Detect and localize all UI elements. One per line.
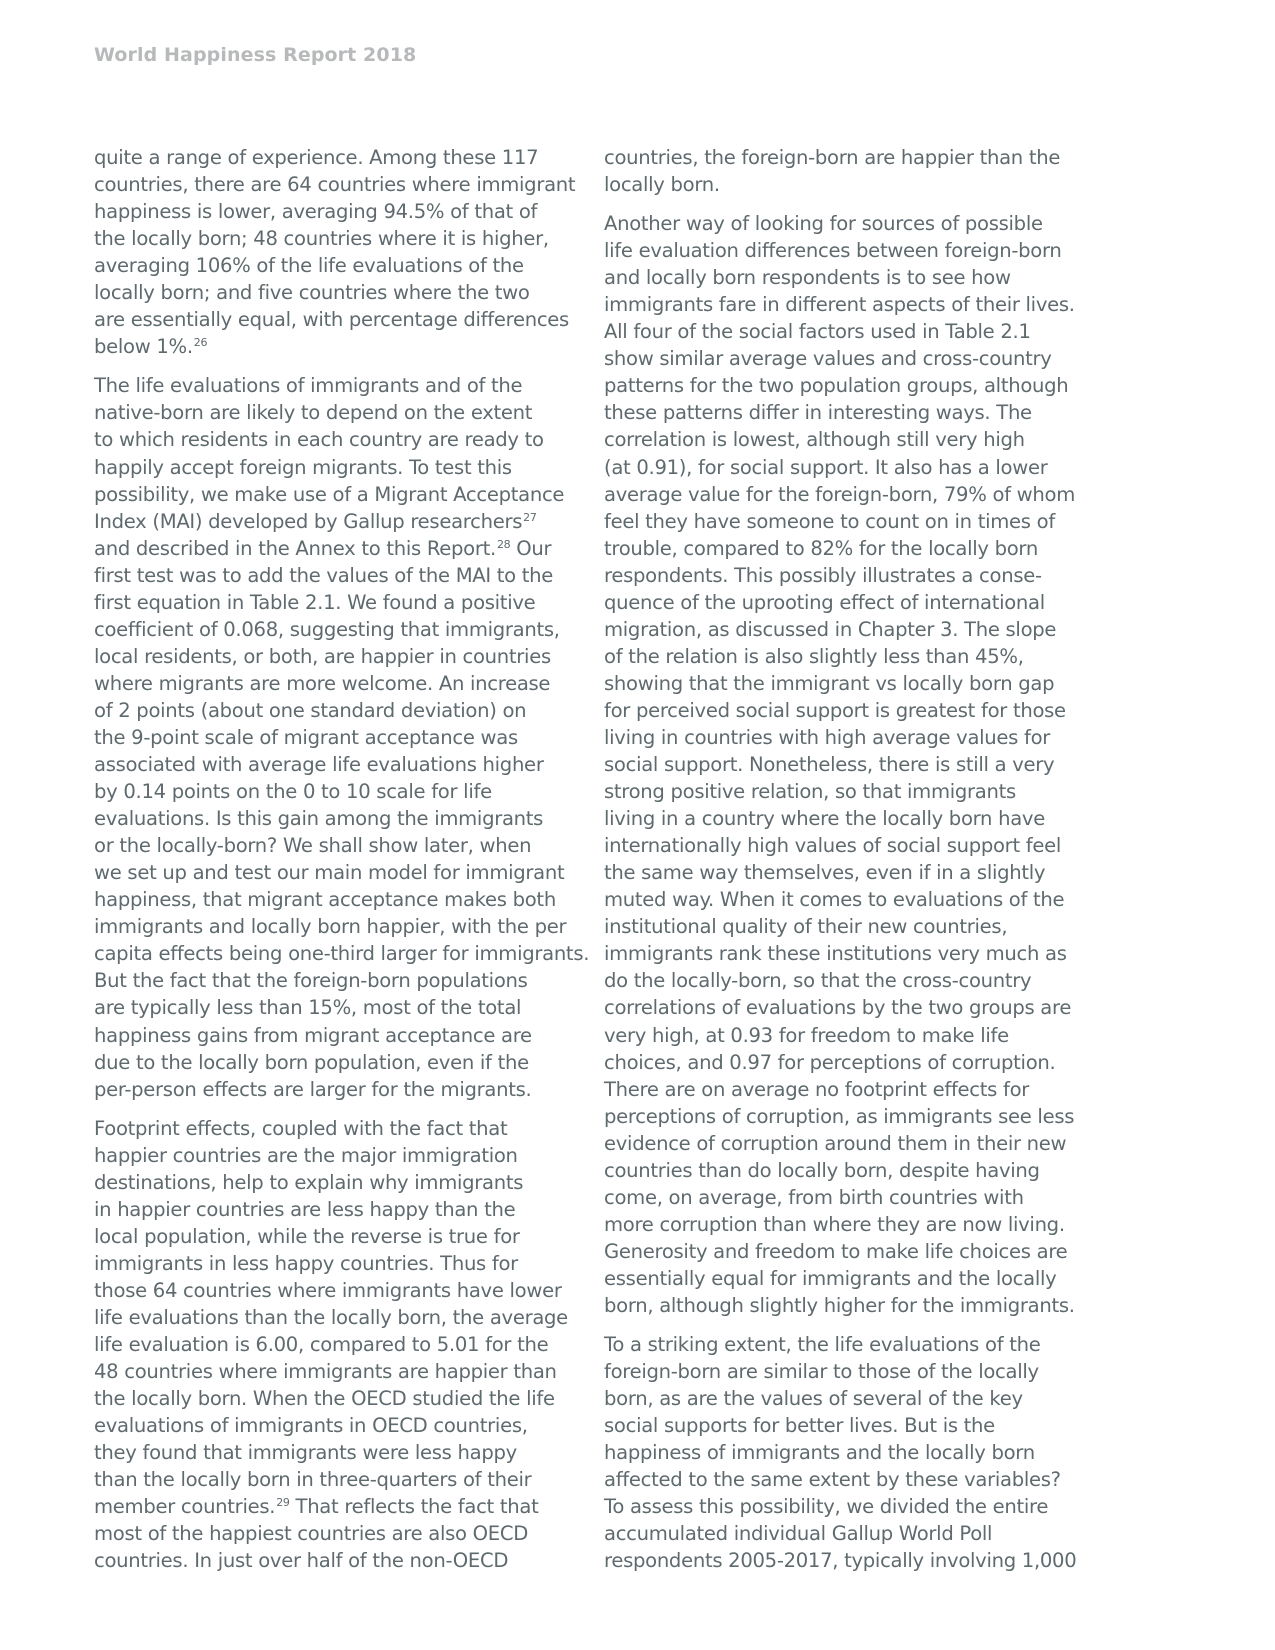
text-line: life evaluations than the locally born, the average — [94, 1305, 568, 1329]
text-line: more corruption than where they are now living. — [604, 1212, 1065, 1236]
footnote-ref-29[interactable]: 29 — [276, 1496, 290, 1510]
text-line: of the relation is also slightly less than 45%, — [604, 644, 1024, 668]
text-line: the locally born. When the OECD studied the life — [94, 1387, 555, 1411]
text-line: by 0.14 points on the 0 to 10 scale for life — [94, 780, 492, 804]
paragraph-migrant-acceptance — [94, 372, 590, 1102]
text-line: choices, and 0.97 for perceptions of corruption. — [604, 1050, 1056, 1074]
text-line: or the locally-born? We shall show later, when — [94, 834, 532, 858]
text-line: social support. Nonetheless, there is still a very — [604, 753, 1055, 777]
text-line: are typically less than 15%, most of the total — [94, 996, 522, 1020]
text-line: internationally high values of social support feel — [604, 834, 1062, 858]
paragraph-social-factors — [604, 210, 1100, 1319]
text-line: muted way. When it comes to evaluations of the — [604, 888, 1065, 912]
text-line: coefficient of 0.068, suggesting that immigrants, — [94, 617, 560, 641]
text-line — [94, 1493, 590, 1520]
text-line: local population, while the reverse is true for — [94, 1224, 520, 1248]
text-line: strong positive relation, so that immigrants — [604, 780, 1016, 804]
text-line: evaluations. Is this gain among the immigrants — [94, 807, 544, 831]
text-line: they found that immigrants were less happy — [94, 1441, 517, 1465]
text-line: But the fact that the foreign-born populations — [94, 969, 528, 993]
text-line: happier countries are the major immigration — [94, 1143, 518, 1167]
paragraph-immigrant-happiness-range — [94, 144, 590, 360]
text-line: happiness, that migrant acceptance makes both — [94, 888, 556, 912]
text-line: immigrants rank these institutions very much as — [604, 942, 1067, 966]
text-run: and described in the Annex to this Report. — [94, 536, 496, 560]
text-line: patterns for the two population groups, although — [604, 374, 1069, 398]
text-line: happily accept foreign migrants. To test this — [94, 455, 512, 479]
text-line: affected to the same extent by these variables? — [604, 1468, 1061, 1492]
footnote-ref-27[interactable]: 27 — [523, 510, 537, 524]
text-run: below 1%. — [94, 335, 193, 359]
text-line: happiness of immigrants and the locally born — [604, 1441, 1035, 1465]
text-line: foreign-born are similar to those of the locally — [604, 1360, 1039, 1384]
text-line: All four of the social factors used in Table 2.1 — [604, 320, 1031, 344]
text-line: perceptions of corruption, as immigrants see less — [604, 1104, 1075, 1128]
text-line: per-person effects are larger for the migrants. — [94, 1077, 532, 1101]
paragraph-gap — [94, 1103, 590, 1115]
text-line: social supports for better lives. But is the — [604, 1414, 995, 1438]
text-line: locally born. — [604, 173, 720, 197]
text-line: trouble, compared to 82% for the locally born — [604, 536, 1038, 560]
text-line: are essentially equal, with percentage differences — [94, 308, 569, 332]
text-line: 48 countries where immigrants are happier than — [94, 1360, 557, 1384]
footnote-ref-26[interactable]: 26 — [193, 336, 208, 350]
text-line: essentially equal for immigrants and the locally — [604, 1266, 1057, 1290]
text-line: respondents. This possibly illustrates a conse- — [604, 563, 1042, 587]
text-line: life evaluation differences between foreign-born — [604, 239, 1062, 263]
text-line: average value for the foreign-born, 79% of whom — [604, 482, 1075, 506]
text-line: immigrants fare in different aspects of their lives. — [604, 293, 1075, 317]
text-line: countries, the foreign-born are happier than the — [604, 146, 1061, 169]
text-line: Generosity and freedom to make life choices are — [604, 1239, 1068, 1263]
text-line: To a striking extent, the life evaluations of the — [604, 1333, 1041, 1357]
text-line: accumulated individual Gallup World Poll — [604, 1522, 993, 1546]
text-line: quence of the uprooting effect of international — [604, 590, 1045, 614]
text-run: Our — [510, 536, 552, 560]
text-line: the 9-point scale of migrant acceptance was — [94, 725, 518, 749]
text-line: these patterns differ in interesting ways. The — [604, 401, 1032, 425]
text-line: The life evaluations of immigrants and of the — [94, 374, 523, 398]
text-line: happiness gains from migrant acceptance are — [94, 1023, 532, 1047]
text-line — [94, 508, 590, 535]
text-line: destinations, help to explain why immigrants — [94, 1170, 524, 1194]
running-header: World Happiness Report 2018 — [94, 44, 417, 66]
text-line: local residents, or both, are happier in countries — [94, 644, 551, 668]
text-line: where migrants are more welcome. An increase — [94, 671, 551, 695]
text-line: (at 0.91), for social support. It also has a lower — [604, 455, 1048, 479]
text-line: of 2 points (about one standard deviation) on — [94, 698, 527, 722]
text-line: do the locally-born, so that the cross-country — [604, 969, 1032, 993]
text-line: happiness is lower, averaging 94.5% of that of — [94, 200, 538, 224]
text-line: native-born are likely to depend on the extent — [94, 401, 533, 425]
paragraph-gap — [604, 1319, 1100, 1331]
text-line: associated with average life evaluations higher — [94, 753, 544, 777]
text-line: correlation is lowest, although still very high — [604, 428, 1025, 452]
text-line: averaging 106% of the life evaluations of the — [94, 254, 524, 278]
text-line: quite a range of experience. Among these 117 — [94, 146, 539, 169]
text-line: Footprint effects, coupled with the fact that — [94, 1116, 508, 1140]
text-line: life evaluation is 6.00, compared to 5.01 for the — [94, 1333, 549, 1357]
text-line: first test was to add the values of the MAI to the — [94, 563, 554, 587]
paragraph-footprint-effects — [94, 1115, 590, 1575]
text-line: countries than do locally born, despite having — [604, 1158, 1040, 1182]
text-line: born, although slightly higher for the immigrants. — [604, 1293, 1075, 1317]
text-line: come, on average, from birth countries with — [604, 1185, 1024, 1209]
text-run: That reflects the fact that — [289, 1495, 539, 1519]
text-line: showing that the immigrant vs locally born gap — [604, 671, 1055, 695]
text-line: evaluations of immigrants in OECD countries, — [94, 1414, 528, 1438]
text-line: living in a country where the locally born have — [604, 807, 1045, 831]
text-line: the locally born; 48 countries where it is higher, — [94, 227, 549, 251]
text-line: possibility, we make use of a Migrant Acceptance — [94, 482, 565, 506]
text-line: show similar average values and cross-country — [604, 347, 1052, 371]
text-run: member countries. — [94, 1495, 276, 1519]
text-line: those 64 countries where immigrants have lower — [94, 1278, 562, 1302]
text-line: capita effects being one-third larger for immigrants. — [94, 942, 590, 966]
text-line: immigrants and locally born happier, with the per — [94, 915, 567, 939]
paragraph-striking-extent — [604, 1331, 1100, 1574]
text-line: in happier countries are less happy than the — [94, 1197, 516, 1221]
right-column — [604, 144, 1100, 1574]
text-line: born, as are the values of several of the key — [604, 1387, 1023, 1411]
text-line: immigrants in less happy countries. Thus for — [94, 1251, 518, 1275]
text-line: respondents 2005-2017, typically involving 1,000 — [604, 1549, 1077, 1573]
text-line: countries. In just over half of the non-OECD — [94, 1549, 509, 1573]
paragraph-continuation — [604, 144, 1100, 198]
text-line: To assess this possibility, we divided the entire — [604, 1495, 1049, 1519]
text-line: feel they have someone to count on in times of — [604, 509, 1055, 533]
text-line: very high, at 0.93 for freedom to make life — [604, 1023, 1009, 1047]
text-line: we set up and test our main model for immigrant — [94, 861, 565, 885]
text-line: There are on average no footprint effects for — [604, 1077, 1030, 1101]
text-line: Another way of looking for sources of possible — [604, 212, 1043, 236]
text-line — [94, 535, 590, 562]
text-line: for perceived social support is greatest for those — [604, 698, 1066, 722]
text-line: due to the locally born population, even if the — [94, 1050, 529, 1074]
text-line: most of the happiest countries are also OECD — [94, 1522, 529, 1546]
text-line: living in countries with high average values for — [604, 725, 1051, 749]
footnote-ref-28[interactable]: 28 — [496, 537, 511, 551]
left-column — [94, 144, 590, 1574]
text-line — [94, 333, 590, 360]
text-line: correlations of evaluations by the two groups are — [604, 996, 1072, 1020]
text-line: the same way themselves, even if in a slightly — [604, 861, 1046, 885]
text-line: locally born; and five countries where the two — [94, 281, 530, 305]
text-line: to which residents in each country are ready to — [94, 428, 544, 452]
text-line: than the locally born in three-quarters of their — [94, 1468, 532, 1492]
text-line: countries, there are 64 countries where immigrant — [94, 173, 576, 197]
text-line: first equation in Table 2.1. We found a positive — [94, 590, 536, 614]
text-line: evidence of corruption around them in their new — [604, 1131, 1067, 1155]
text-line: institutional quality of their new countries, — [604, 915, 1008, 939]
text-line: and locally born respondents is to see how — [604, 266, 1011, 290]
text-run: Index (MAI) developed by Gallup researchers — [94, 509, 523, 533]
text-line: migration, as discussed in Chapter 3. The slope — [604, 617, 1057, 641]
paragraph-gap — [604, 198, 1100, 210]
paragraph-gap — [94, 360, 590, 372]
